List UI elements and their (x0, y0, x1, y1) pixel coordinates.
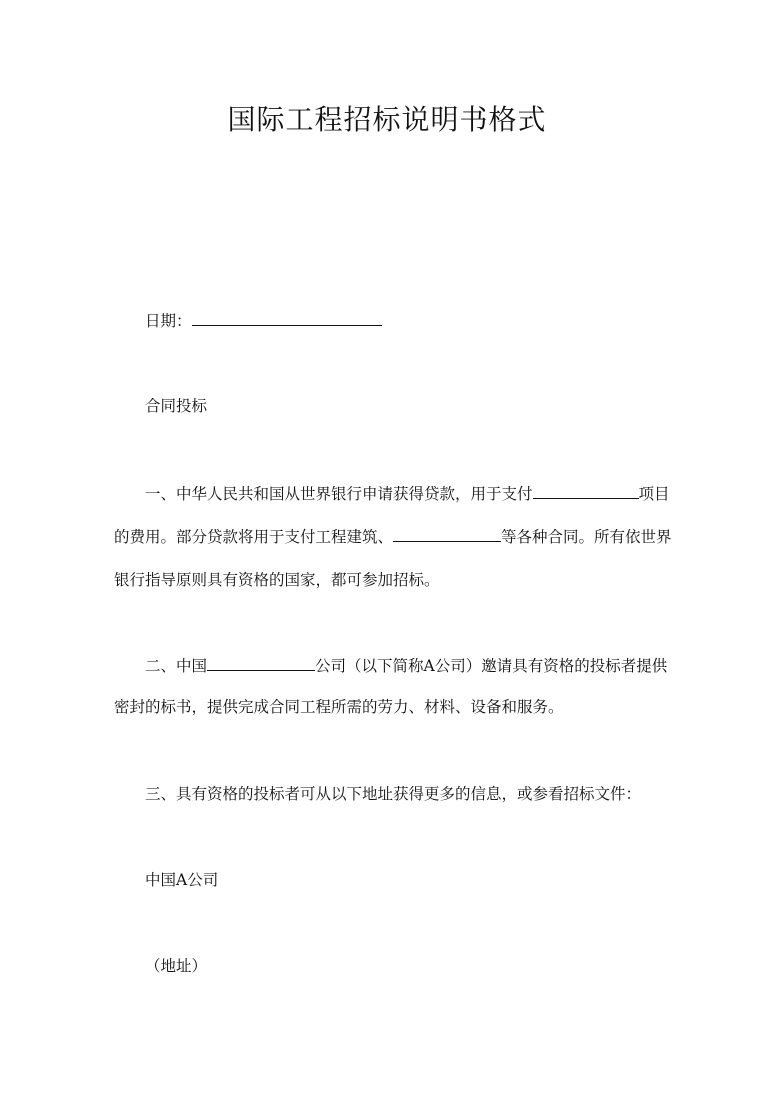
section1-line2 (114, 526, 672, 547)
date-line (145, 310, 695, 331)
company-blank[interactable] (207, 655, 315, 671)
section2-text-a: 二、中国 (145, 657, 208, 675)
section1-text-d: 等各种合同。所有依世界 (501, 528, 672, 546)
section1-line1 (145, 483, 695, 504)
section3-line1: 三、具有资格的投标者可从以下地址获得更多的信息，或参看招标文件： (145, 785, 642, 803)
section1-line3: 银行指导原则具有资格的国家，都可参加招标。 (114, 571, 440, 589)
contract-heading: 合同投标 (145, 397, 208, 415)
construction-blank[interactable] (393, 526, 501, 542)
company-name: 中国A公司 (145, 871, 219, 889)
date-blank[interactable] (192, 310, 382, 326)
address-placeholder: （地址） (145, 957, 208, 975)
section2-line2: 密封的标书，提供完成合同工程所需的劳力、材料、设备和服务。 (114, 698, 564, 716)
section2-text-b: 公司（以下简称A公司）邀请具有资格的投标者提供 (315, 657, 668, 675)
project-blank[interactable] (533, 483, 639, 499)
document-title: 国际工程招标说明书格式 (227, 103, 547, 136)
section2-line1 (145, 655, 695, 676)
date-label: 日期： (145, 312, 192, 330)
section1-text-c: 的费用。部分贷款将用于支付工程建筑、 (114, 528, 394, 546)
section1-text-b: 项目 (638, 485, 670, 503)
section1-text-a: 一、中华人民共和国从世界银行申请获得贷款，用于支付 (145, 485, 533, 503)
